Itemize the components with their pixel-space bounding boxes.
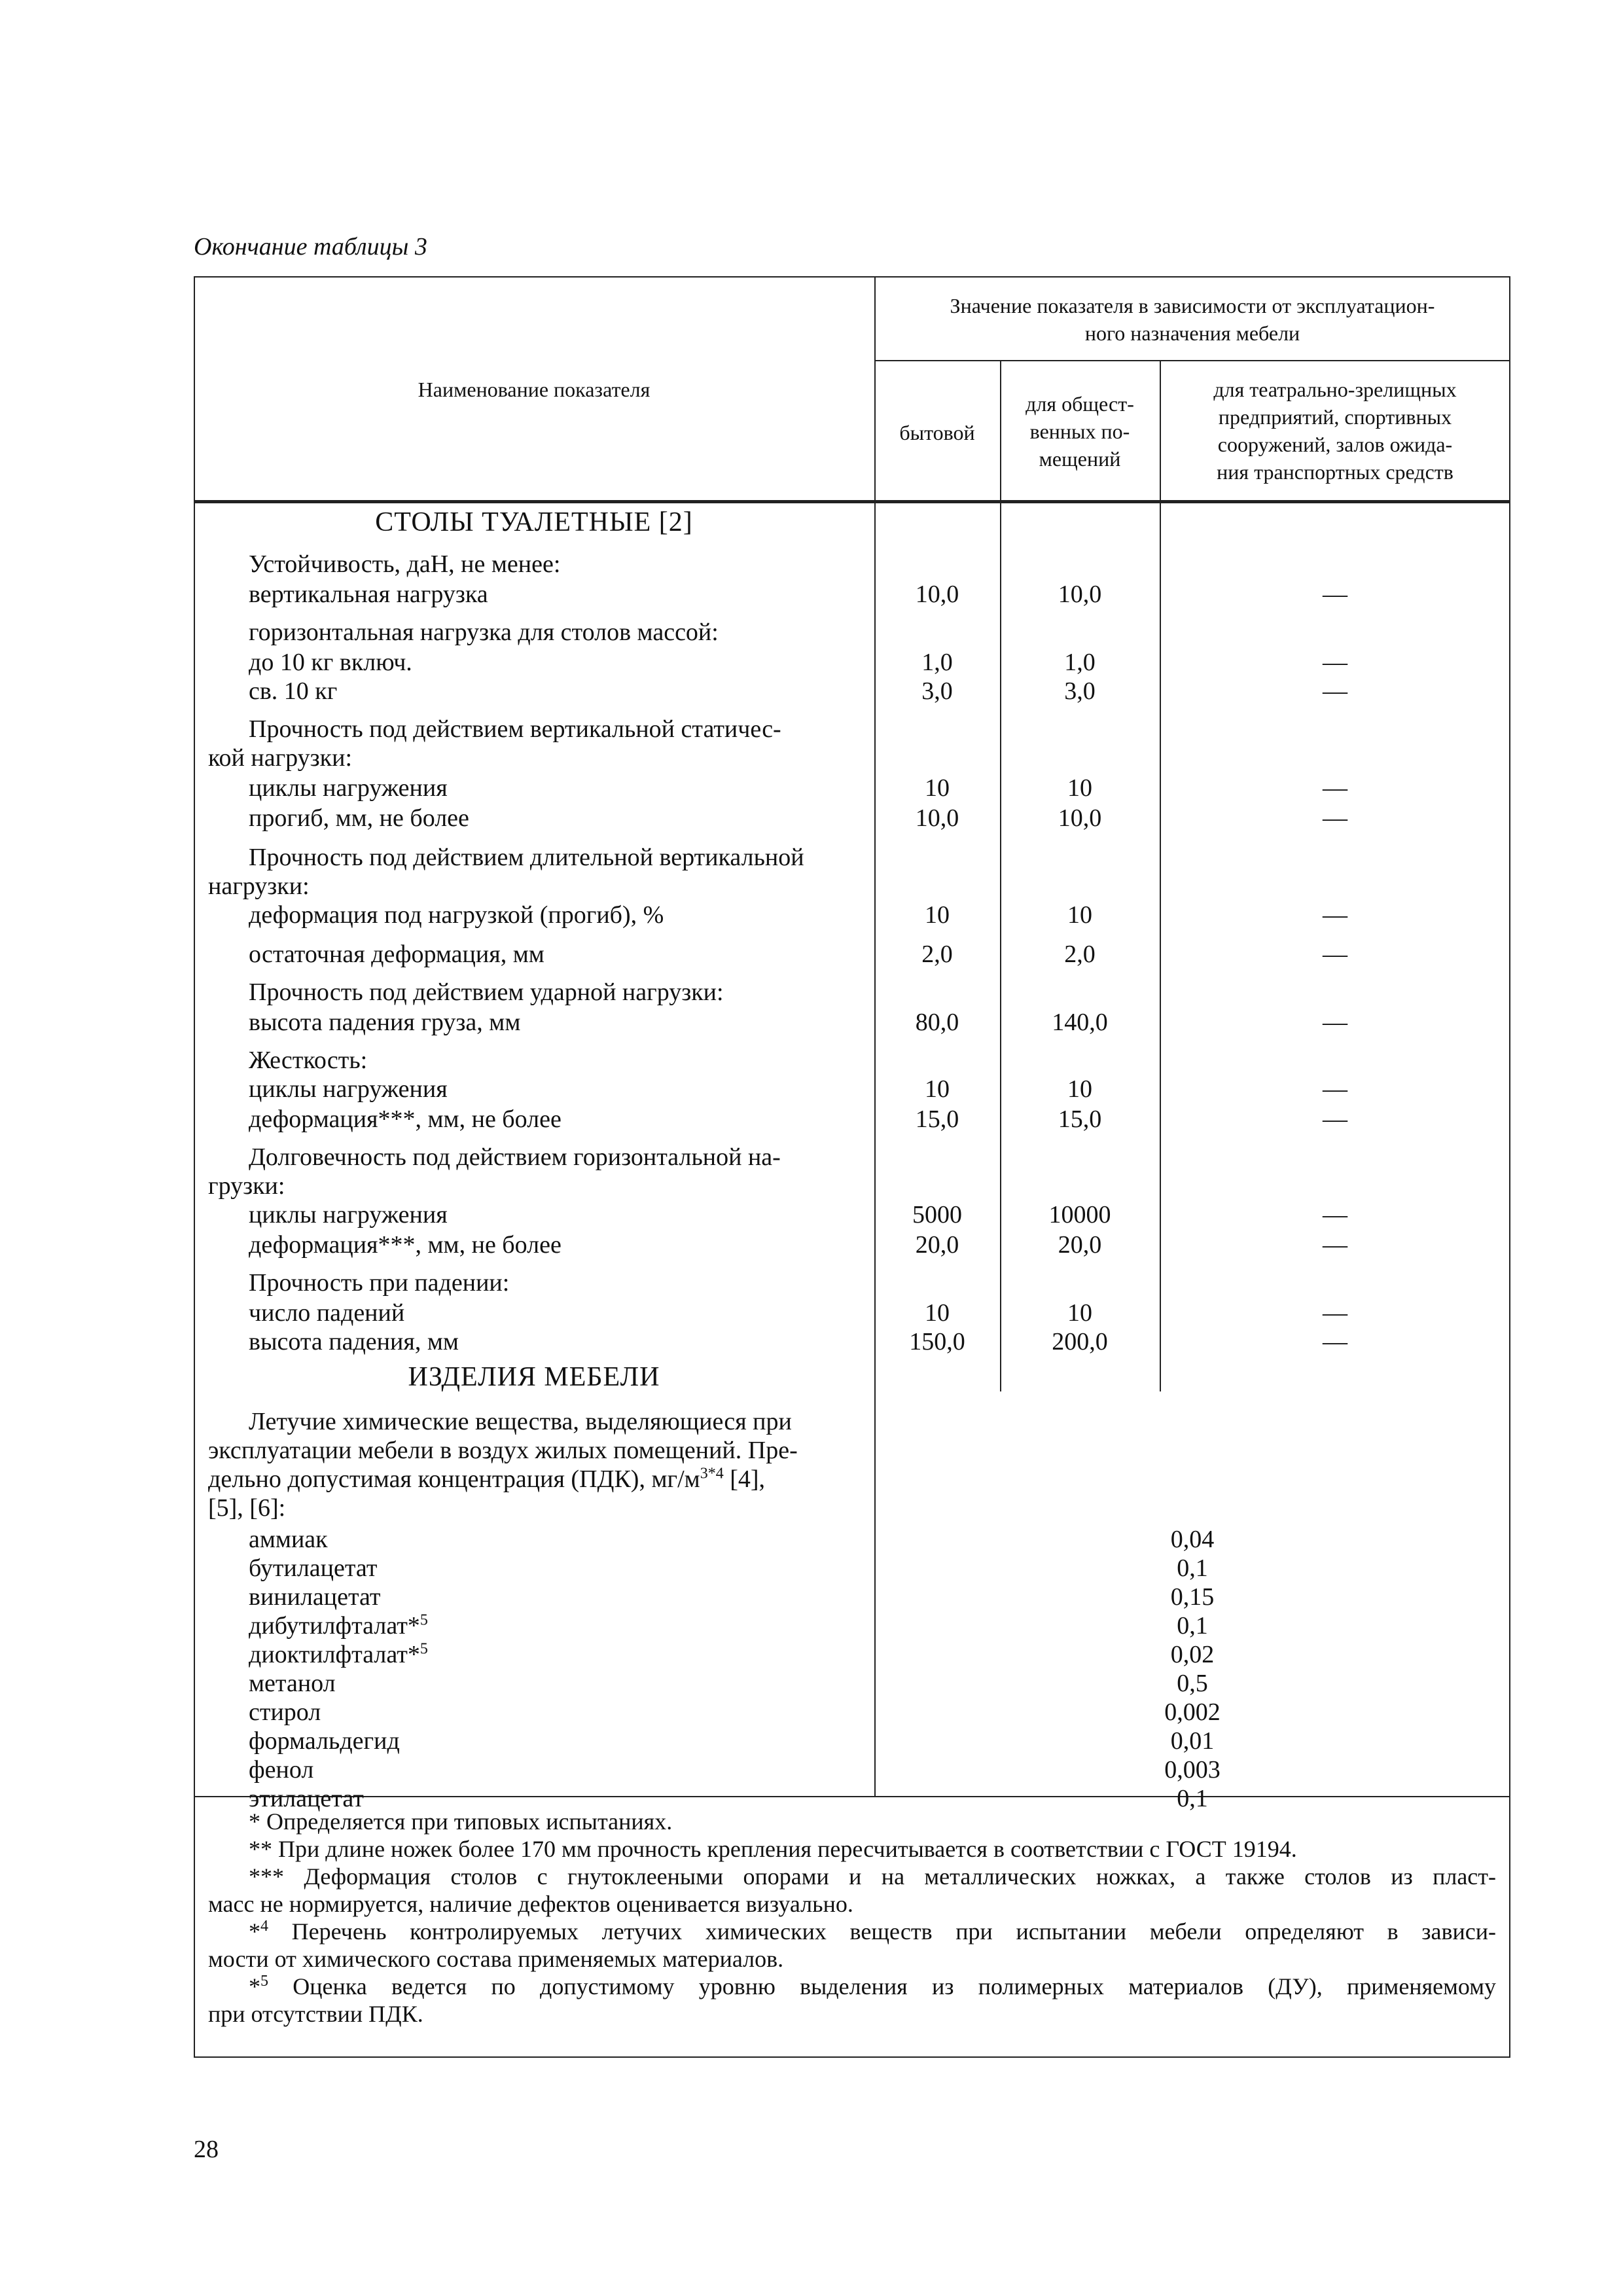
header-col-public-line: для общест- (1026, 392, 1134, 416)
row-label: Прочность под действием вертикальной статичес- (249, 715, 781, 743)
voc-substance: бутилацетат (249, 1554, 378, 1582)
footnote: *** Деформация столов с гнутоклееными опорами и на металлических ножках, а также столов из пласт- масс не нормируется, наличие дефектов оценивается визуально. (208, 1863, 1496, 1917)
section-title-toilet-tables: СТОЛЫ ТУАЛЕТНЫЕ [2] (375, 507, 693, 537)
voc-intro-line: [5], [6]: (208, 1494, 286, 1522)
row-label: кой нагрузки: (208, 744, 353, 772)
row-value-v1: 10 (925, 1299, 950, 1327)
voc-value: 0,5 (1177, 1670, 1208, 1697)
row-value-v1: 3,0 (921, 677, 953, 705)
voc-value: 0,002 (1164, 1698, 1221, 1726)
row-value-v1: 20,0 (915, 1231, 959, 1259)
voc-value: 0,1 (1177, 1554, 1208, 1582)
header-col-theatre-line: сооружений, залов ожида- (1217, 433, 1453, 456)
row-value-v2: 200,0 (1052, 1328, 1108, 1355)
row-value-v2: 10 (1067, 1299, 1092, 1327)
row-label: циклы нагружения (249, 1201, 448, 1229)
row-label: горизонтальная нагрузка для столов массой: (249, 619, 719, 646)
row-value-v3: — (1323, 1328, 1347, 1355)
voc-substance: стирол (249, 1698, 321, 1726)
voc-value: 0,003 (1164, 1756, 1221, 1784)
voc-substance: этилацетат (249, 1785, 364, 1812)
row-label: св. 10 кг (249, 677, 338, 705)
row-value-v2: 1,0 (1064, 649, 1096, 676)
footnote: *$^4$ Перечень контролируемых летучих химических веществ при испытании мебели определяют в зависи- мости от химического состава применяемых материалов. (208, 1918, 1496, 1972)
row-value-v3: — (1323, 581, 1347, 608)
footnote: *$^5$ Оценка ведется по допустимому уровню выделения из полимерных материалов (ДУ), применяемому при отсутствии ПДК. (208, 1973, 1496, 2027)
row-label: прогиб, мм, не более (249, 804, 469, 832)
row-label: остаточная деформация, мм (249, 941, 544, 968)
header-col-public-line: венных по- (1029, 420, 1130, 443)
row-value-v2: 15,0 (1058, 1105, 1102, 1133)
row-value-v2: 2,0 (1064, 941, 1096, 968)
row-value-v1: 15,0 (915, 1105, 959, 1133)
header-col-public (1000, 390, 1160, 473)
row-value-v3: — (1323, 677, 1347, 705)
row-value-v3: — (1323, 774, 1347, 802)
row-label: деформация***, мм, не более (249, 1105, 562, 1133)
voc-intro-line: Летучие химические вещества, выделяющиеся при (249, 1408, 792, 1435)
row-value-v3: — (1323, 1201, 1347, 1229)
row-value-v2: 10 (1067, 774, 1092, 802)
header-name-column: Наименование показателя (418, 378, 651, 401)
header-col-theatre-line: ния транспортных средств (1217, 460, 1454, 484)
row-label: Прочность при падении: (249, 1269, 510, 1297)
voc-intro (208, 1407, 868, 1522)
row-value-v3: — (1323, 649, 1347, 676)
voc-value: 0,02 (1170, 1641, 1215, 1668)
row-value-v3: — (1323, 1009, 1347, 1036)
row-label: нагрузки: (208, 872, 310, 900)
section-title-furniture-items: ИЗДЕЛИЯ МЕБЕЛИ (408, 1362, 660, 1392)
row-value-v2: 10,0 (1058, 804, 1102, 832)
header-group-line: Значение показателя в зависимости от эксплуатацион- (950, 294, 1435, 317)
header-col-theatre (1160, 376, 1510, 486)
voc-substance: метанол (249, 1670, 336, 1697)
row-label: деформация под нагрузкой (прогиб), % (249, 901, 664, 929)
row-label: циклы нагружения (249, 774, 448, 802)
page-number: 28 (194, 2136, 219, 2163)
row-label: высота падения, мм (249, 1328, 459, 1355)
row-value-v2: 3,0 (1064, 677, 1096, 705)
row-label: вертикальная нагрузка (249, 581, 488, 608)
row-value-v1: 10 (925, 1075, 950, 1103)
row-label: деформация***, мм, не более (249, 1231, 562, 1259)
row-label: Жесткость: (249, 1047, 368, 1074)
header-col-theatre-line: предприятий, спортивных (1218, 405, 1452, 429)
row-label: число падений (249, 1299, 405, 1327)
voc-value: 0,01 (1170, 1727, 1215, 1755)
footnote: * Определяется при типовых испытаниях. (249, 1808, 673, 1835)
header-group-divider (874, 360, 1510, 361)
row-value-v2: 10 (1067, 901, 1092, 929)
voc-substance: фенол (249, 1756, 314, 1784)
row-value-v1: 10,0 (915, 804, 959, 832)
row-value-v1: 1,0 (921, 649, 953, 676)
row-label: высота падения груза, мм (249, 1009, 521, 1036)
row-value-v2: 10000 (1048, 1201, 1111, 1229)
footnote: ** При длине ножек более 170 мм прочность крепления пересчитывается в соответствии с ГОСТ 19194. (249, 1836, 1297, 1862)
row-value-v2: 20,0 (1058, 1231, 1102, 1259)
header-bottom-rule (194, 500, 1510, 503)
voc-substance: дибутилфталат*$^5$ (249, 1611, 428, 1640)
header-col-theatre-line: для театрально-зрелищных (1213, 378, 1457, 401)
row-value-v3: — (1323, 1299, 1347, 1327)
voc-intro-line: эксплуатации мебели в воздух жилых помещений. Пре- (208, 1437, 798, 1464)
row-label: Прочность под действием ударной нагрузки: (249, 978, 724, 1006)
row-value-v2: 10,0 (1058, 581, 1102, 608)
row-value-v3: — (1323, 804, 1347, 832)
row-value-v3: — (1323, 1105, 1347, 1133)
voc-substance: формальдегид (249, 1727, 400, 1755)
row-value-v2: 140,0 (1052, 1009, 1108, 1036)
header-group-line: ного назначения мебели (1084, 321, 1300, 345)
voc-intro-line: дельно допустимая концентрация (ПДК), $мг/м^{3*4}$ [4], (208, 1465, 765, 1493)
row-value-v1: 5000 (912, 1201, 962, 1229)
voc-value: 0,1 (1177, 1612, 1208, 1640)
row-label: грузки: (208, 1172, 285, 1200)
row-value-v1: 150,0 (909, 1328, 965, 1355)
header-col-public-line: мещений (1039, 447, 1121, 471)
voc-substance: винилацетат (249, 1583, 381, 1611)
row-value-v3: — (1323, 1075, 1347, 1103)
row-label: Устойчивость, даН, не менее: (249, 550, 561, 578)
row-label: до 10 кг включ. (249, 649, 412, 676)
row-label: Долговечность под действием горизонтальной на- (249, 1143, 781, 1171)
row-value-v1: 80,0 (915, 1009, 959, 1036)
header-col-household: бытовой (899, 421, 975, 444)
row-label: циклы нагружения (249, 1075, 448, 1103)
table-caption: Окончание таблицы 3 (194, 233, 427, 260)
row-value-v3: — (1323, 1231, 1347, 1259)
row-value-v1: 2,0 (921, 941, 953, 968)
voc-value: 0,04 (1170, 1526, 1215, 1553)
row-value-v3: — (1323, 901, 1347, 929)
row-label: Прочность под действием длительной вертикальной (249, 844, 804, 871)
row-value-v1: 10,0 (915, 581, 959, 608)
row-value-v2: 10 (1067, 1075, 1092, 1103)
row-value-v1: 10 (925, 901, 950, 929)
row-value-v3: — (1323, 941, 1347, 968)
row-value-v1: 10 (925, 774, 950, 802)
voc-value: 0,1 (1177, 1785, 1208, 1812)
voc-value: 0,15 (1170, 1583, 1215, 1611)
voc-substance: диоктилфталат*$^5$ (249, 1640, 428, 1668)
voc-substance: аммиак (249, 1526, 328, 1553)
header-group (874, 292, 1510, 347)
